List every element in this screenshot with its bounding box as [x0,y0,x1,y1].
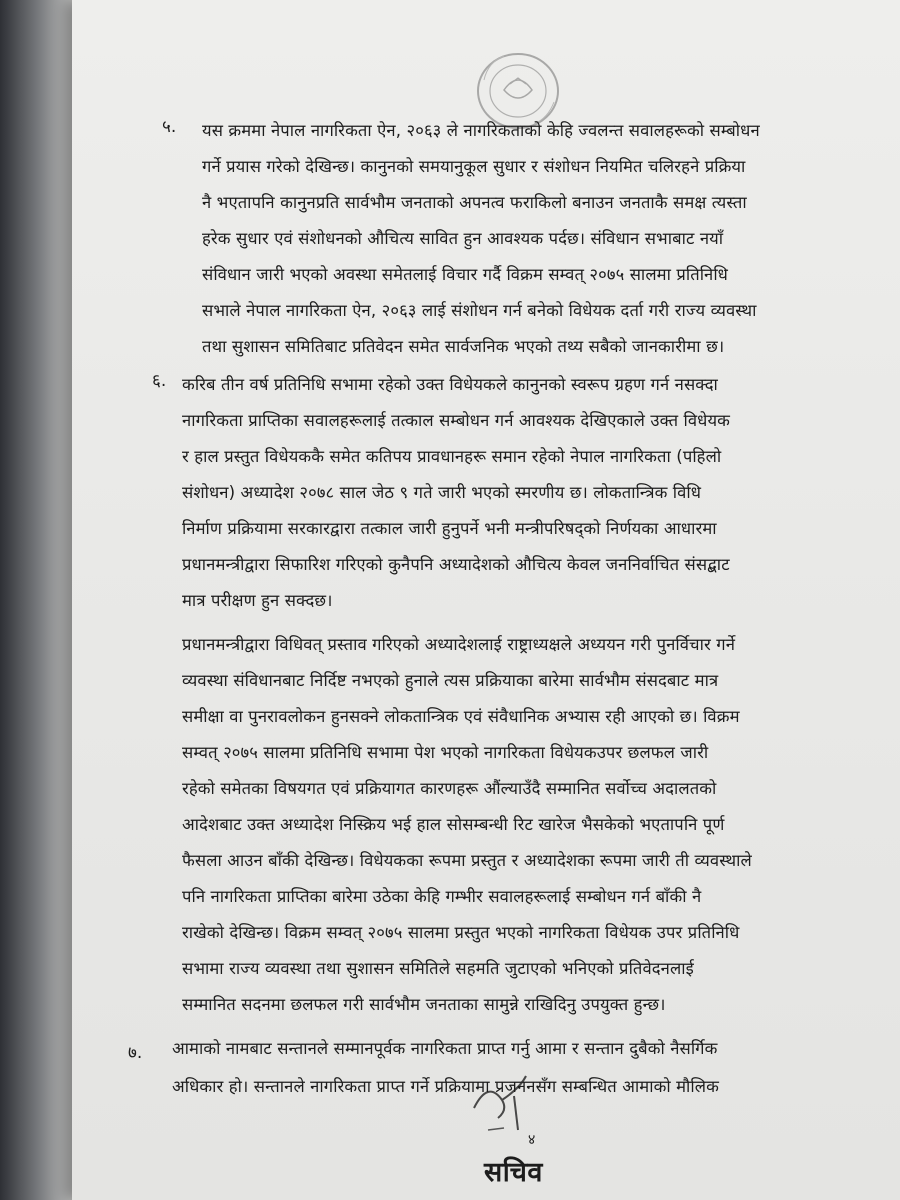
underlying-page-edge [0,0,80,1200]
page-number: ४ [528,1132,536,1148]
handwritten-signature [468,1070,558,1140]
paragraph-7-line-2: अधिकार हो। सन्तानले नागरिकता प्राप्त गर्ने प्रक्रियामा प्रजननसँग सम्बन्धित आमाको मौलिक [172,1077,719,1096]
paragraph-5-line-6: सभाले नेपाल नागरिकता ऐन, २०६३ लाई संशोधन गर्न बनेको विधेयक दर्ता गरी राज्य व्यवस्था [202,301,757,320]
paragraph-6-line-2: नागरिकता प्राप्तिका सवालहरूलाई तत्काल सम्बोधन गर्न आवश्यक देखिएकाले उक्त विधेयक [182,411,731,430]
paragraph-5-line-1: यस क्रममा नेपाल नागरिकता ऐन, २०६३ ले नागरिकताको केहि ज्वलन्त सवालहरूको सम्बोधन [202,121,760,140]
paragraph-6b-line-6: आदेशबाट उक्त अध्यादेश निस्क्रिय भई हाल सोसम्बन्धी रिट खारेज भैसकेको भएतापनि पूर्ण [182,815,725,834]
paragraph-5-line-5: संविधान जारी भएको अवस्था समेतलाई विचार गर्दै विक्रम सम्वत् २०७५ सालमा प्रतिनिधि [202,265,728,284]
paragraph-6-line-5: निर्माण प्रक्रियामा सरकारद्वारा तत्काल जारी हुनुपर्ने भनी मन्त्रीपरिषद्को निर्णयका आधारमा [182,519,717,538]
paragraph-6b-line-8: पनि नागरिकता प्राप्तिका बारेमा उठेका केहि गम्भीर सवालहरूलाई सम्बोधन गर्न बाँकी नै [182,887,702,906]
paragraph-6b-line-11: सम्मानित सदनमा छलफल गरी सार्वभौम जनताका सामुन्ने राखिदिनु उपयुक्त हुन्छ। [182,995,666,1014]
paragraph-6b-line-10: सभामा राज्य व्यवस्था तथा सुशासन समितिले सहमति जुटाएको भनिएको प्रतिवेदनलाई [182,959,694,978]
paragraph-number-6: ६. [152,371,167,391]
paragraph-5-line-4: हरेक सुधार एवं संशोधनको औचित्य सावित हुन आवश्यक पर्दछ। संविधान सभाबाट नयाँ [202,229,724,248]
paragraph-6-line-3: र हाल प्रस्तुत विधेयककै समेत कतिपय प्रावधानहरू समान रहेको नेपाल नागरिकता (पहिलो [182,447,722,466]
paragraph-6-line-6: प्रधानमन्त्रीद्वारा सिफारिश गरिएको कुनैपनि अध्यादेशको औचित्य केवल जननिर्वाचित संसद्बाट [182,555,730,574]
document-text [72,0,900,1200]
paragraph-6-line-1: करिब तीन वर्ष प्रतिनिधि सभामा रहेको उक्त विधेयकले कानुनको स्वरूप ग्रहण गर्न नसक्दा [182,375,718,394]
paragraph-6b-line-1: प्रधानमन्त्रीद्वारा विधिवत् प्रस्ताव गरिएको अध्यादेशलाई राष्ट्राध्यक्षले अध्ययन गरी पुनर्विचार गर्ने [182,635,736,654]
paragraph-6b-line-7: फैसला आउन बाँकी देखिन्छ। विधेयकका रूपमा प्रस्तुत र अध्यादेशका रूपमा जारी ती व्यवस्थाले [182,851,752,870]
paragraph-6b-line-5: रहेको समेतका विषयगत एवं प्रक्रियागत कारणहरू औंल्याउँदै सम्मानित सर्वोच्च अदालतको [182,779,717,798]
paragraph-7-line-1: आमाको नामबाट सन्तानले सम्मानपूर्वक नागरिकता प्राप्त गर्नु आमा र सन्तान दुबैको नैसर्गिक [172,1039,718,1058]
paragraph-6-line-7: मात्र परीक्षण हुन सक्दछ। [182,591,333,610]
paragraph-6b-line-9: राखेको देखिन्छ। विक्रम सम्वत् २०७५ सालमा प्रस्तुत भएको नागरिकता विधेयक उपर प्रतिनिधि [182,923,740,942]
paragraph-6-line-4: संशोधन) अध्यादेश २०७८ साल जेठ ९ गते जारी भएको स्मरणीय छ। लोकतान्त्रिक विधि [182,483,702,502]
paragraph-6b-line-3: समीक्षा वा पुनरावलोकन हुनसक्ने लोकतान्त्रिक एवं संवैधानिक अभ्यास रही आएको छ। विक्रम [182,707,740,726]
paragraph-number-7: ७. [128,1043,143,1063]
paragraph-number-5: ५. [162,117,177,137]
paragraph-5-line-3: नै भएतापनि कानुनप्रति सार्वभौम जनताको अपनत्व फराकिलो बनाउन जनताकै समक्ष त्यस्ता [202,193,747,212]
paragraph-6b-line-4: सम्वत् २०७५ सालमा प्रतिनिधि सभामा पेश भएको नागरिकता विधेयकउपर छलफल जारी [182,743,709,762]
designation-stamp: सचिव [484,1157,543,1188]
paragraph-6b-line-2: व्यवस्था संविधानबाट निर्दिष्ट नभएको हुनाले त्यस प्रक्रियाका बारेमा सार्वभौम संसदबाट मात्र [182,671,719,690]
paragraph-5-line-7: तथा सुशासन समितिबाट प्रतिवेदन समेत सार्वजनिक भएको तथ्य सबैको जानकारीमा छ। [202,337,725,356]
paragraph-5-line-2: गर्ने प्रयास गरेको देखिन्छ। कानुनको समयानुकूल सुधार र संशोधन नियमित चलिरहने प्रक्रिया [202,157,746,176]
